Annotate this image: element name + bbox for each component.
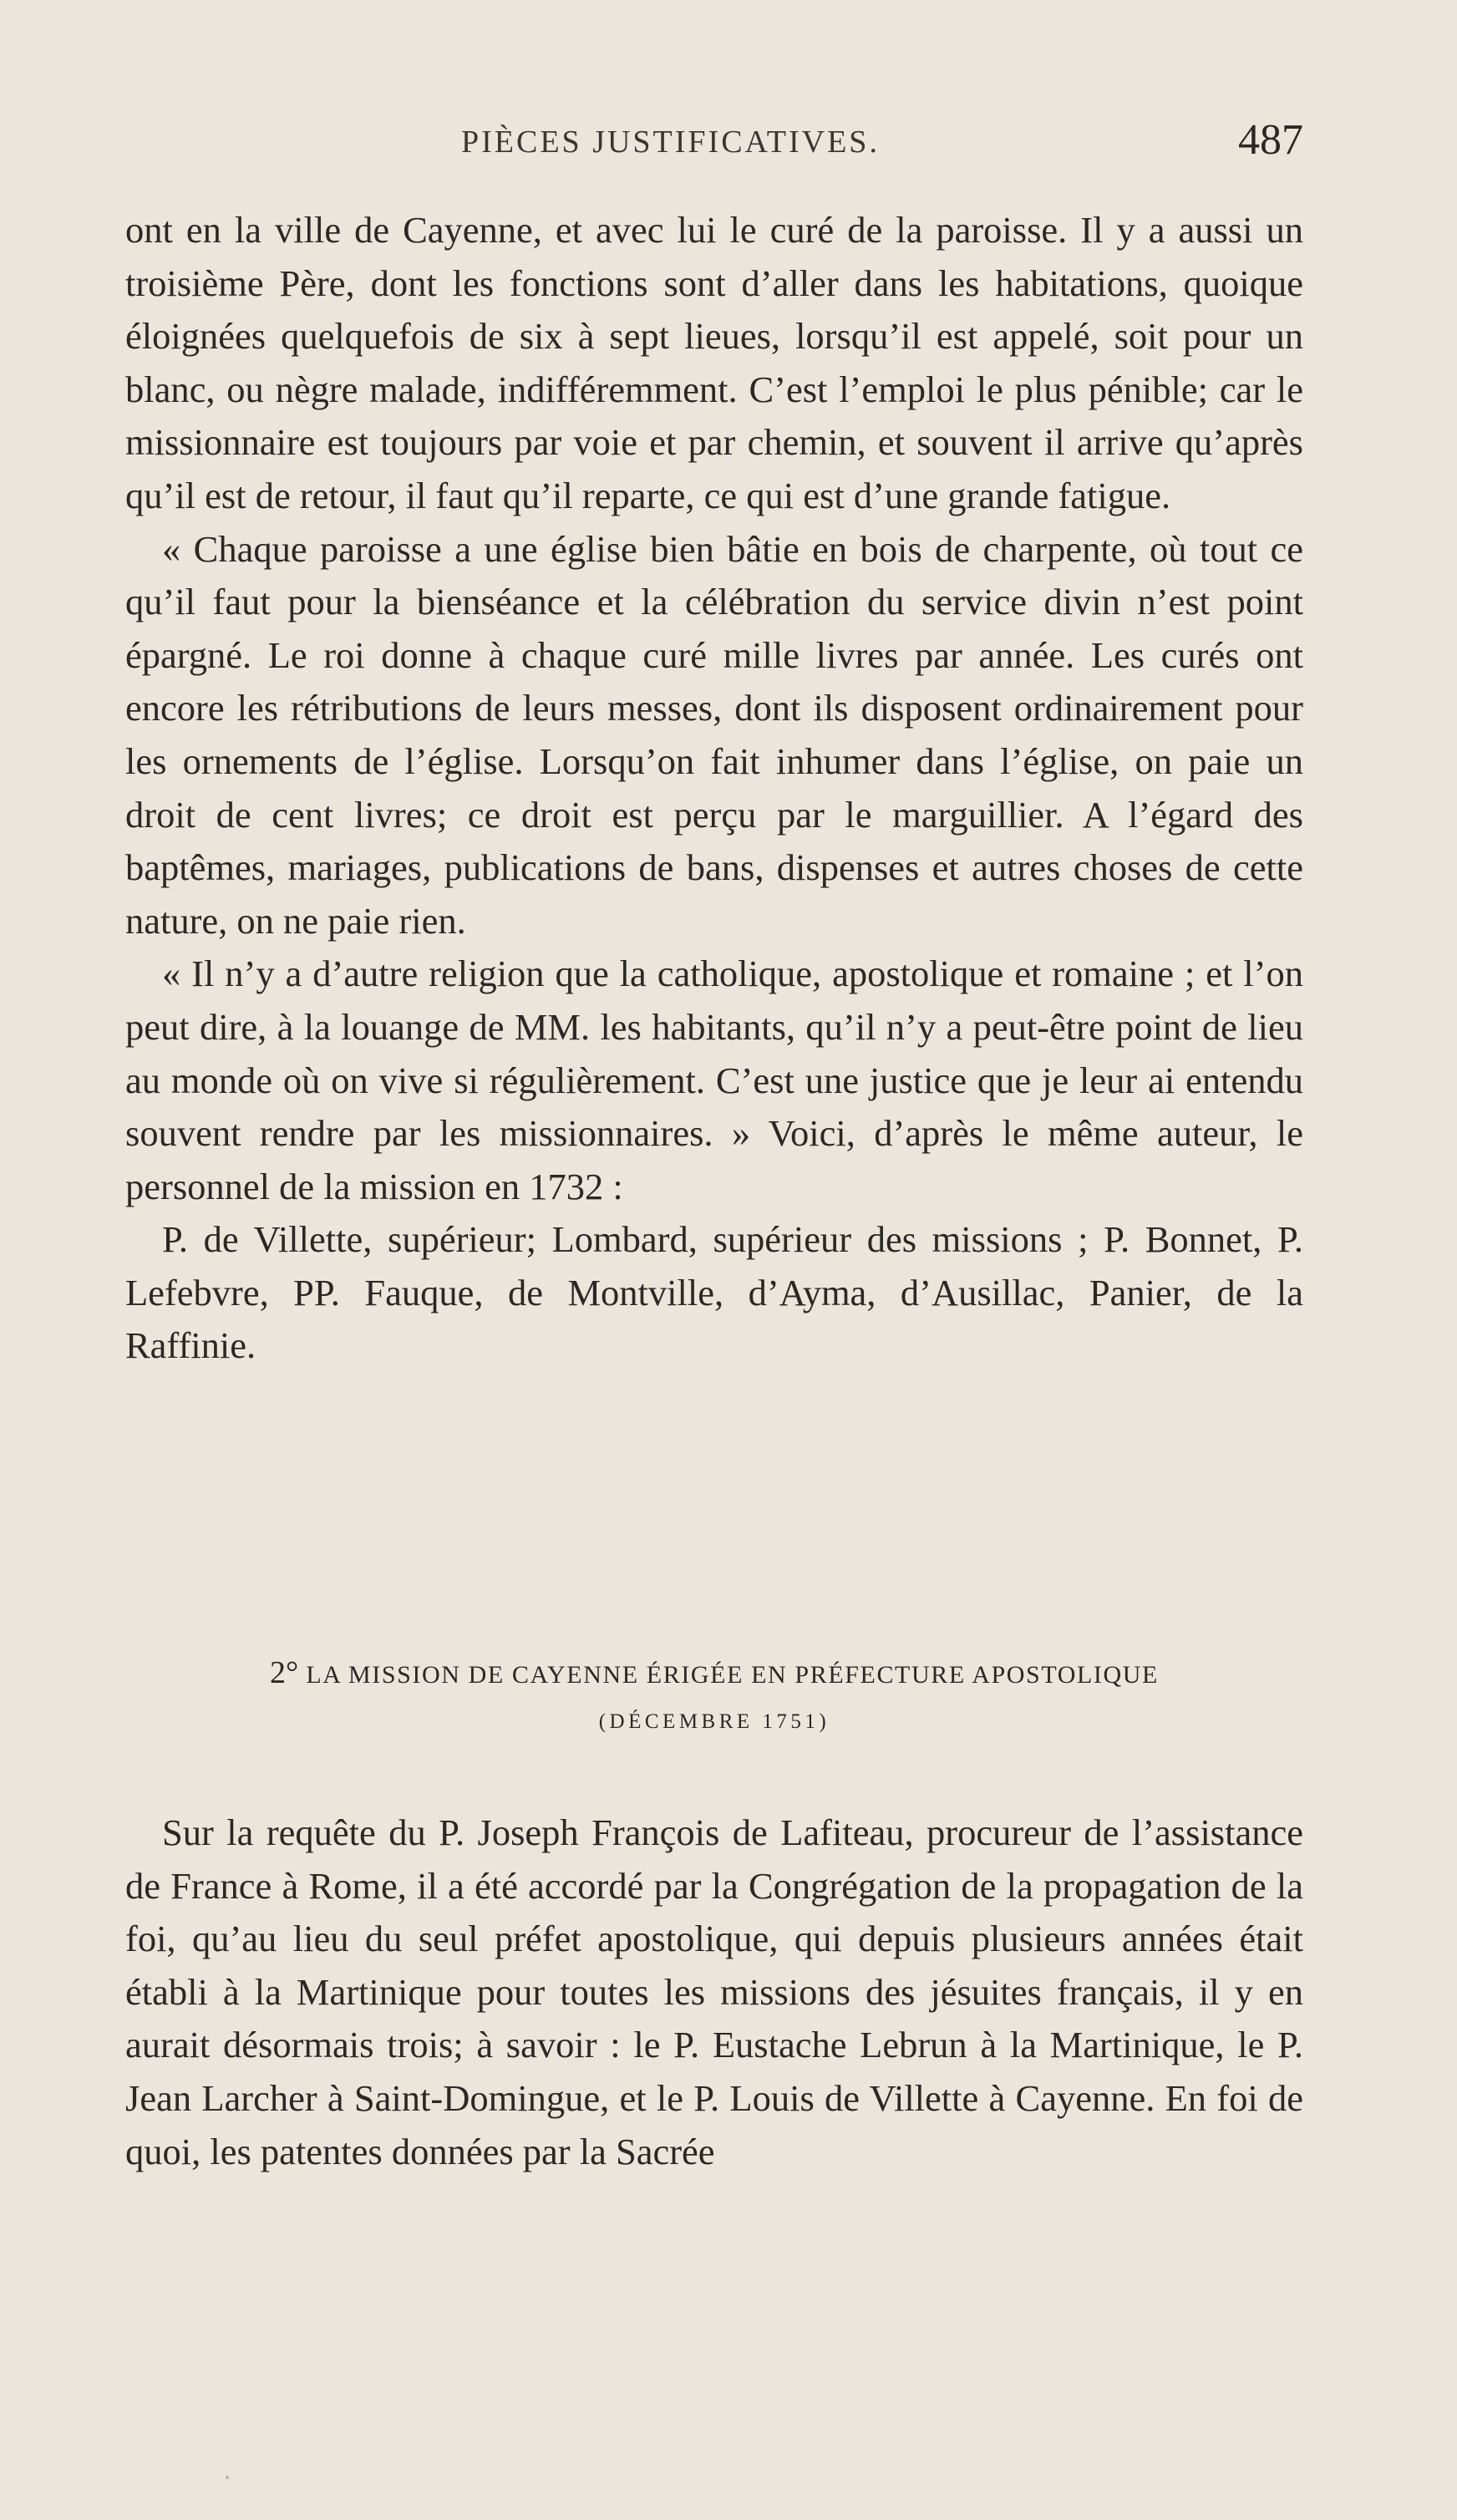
running-head xyxy=(127,115,1303,174)
running-title: PIÈCES JUSTIFICATIVES. xyxy=(461,124,880,160)
section-number: 2° xyxy=(270,1655,299,1690)
section-body xyxy=(125,1806,1303,2178)
section-title-line xyxy=(125,1653,1303,1695)
paper-speck xyxy=(226,2476,229,2479)
section-paragraph: Sur la requête du P. Joseph François de Lafiteau, procureur de l’assistance de France à Rome, il a été accordé par la Congrégation de la propagation de la foi, qu’au lieu du seul préfet apostolique, qui depuis plusieurs années était établi à la Martinique pour toutes les missions des jésuites français, il y en aurait désormais trois; à savoir : le P. Eustache Lebrun à la Martinique, le P. Jean Larcher à Saint-Domingue, et le P. Louis de Villette à Cayenne. En foi de quoi, les patentes données par la Sacrée xyxy=(125,1811,1303,2172)
section-date: (DÉCEMBRE 1751) xyxy=(598,1710,830,1733)
page-number: 487 xyxy=(1238,116,1303,164)
paragraph-2: « Chaque paroisse a une église bien bâtie en bois de charpente, où tout ce qu’il faut pour la bienséance et la célébration du service divin n’est point épargné. Le roi donne à chaque curé mille livres par année. Les curés ont encore les rétributions de leurs messes, dont ils disposent ordinairement pour les ornements de l’église. Lorsqu’on fait inhumer dans l’église, on paie un droit de cent livres; ce droit est perçu par le marguillier. A l’égard des baptêmes, mariages, publications de bans, dispenses et autres choses de cette nature, on ne paie rien. xyxy=(125,527,1303,942)
personnel-list: P. de Villette, supérieur; Lombard, supérieur des missions ; P. Bonnet, P. Lefebvre, PP. Fauque, de Montville, d’Ayma, d’Ausillac, Panier, de la Raffinie. xyxy=(125,1218,1303,1367)
paragraph-3: « Il n’y a d’autre religion que la catholique, apostolique et romaine ; et l’on peut dire, à la louange de MM. les habitants, qu’il n’y a peut-être point de lieu au monde où on vive si régulièrement. C’est une justice que je leur ai entendu souvent rendre par les missionnaires. » Voici, d’après le même auteur, le personnel de la mission en 1732 : xyxy=(125,953,1303,1207)
paragraph-1: ont en la ville de Cayenne, et avec lui le curé de la paroisse. Il y a aussi un troisième Père, dont les fonctions sont d’aller dans les habitations, quoique éloignées quelquefois de six à sept lieues, lorsqu’il est appelé, soit pour un blanc, ou nègre malade, indifféremment. C’est l’emploi le plus pénible; car le missionnaire est toujours par voie et par chemin, et souvent il arrive qu’après qu’il est de retour, il faut qu’il reparte, ce qui est d’une grande fatigue. xyxy=(125,209,1303,516)
body-text xyxy=(125,204,1303,1373)
section-title: LA MISSION DE CAYENNE ÉRIGÉE EN PRÉFECTURE APOSTOLIQUE xyxy=(306,1661,1159,1689)
section-heading xyxy=(125,1653,1303,1739)
